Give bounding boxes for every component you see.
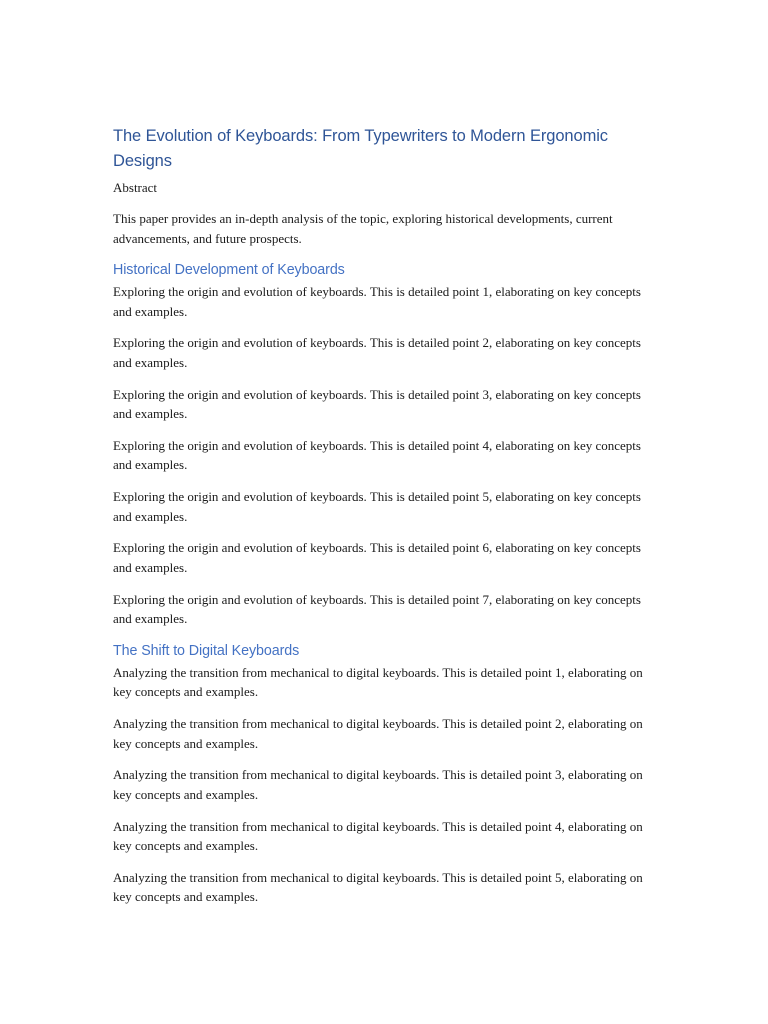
- paragraph: Analyzing the transition from mechanical to digital keyboards. This is detailed point 5, elaborating on key concepts and examples.: [113, 869, 643, 905]
- paragraph: Exploring the origin and evolution of keyboards. This is detailed point 1, elaborating on key concepts and examples.: [113, 284, 641, 319]
- paragraph: Analyzing the transition from mechanical to digital keyboards. This is detailed point 3, elaborating on key concepts and examples.: [113, 767, 643, 802]
- paragraph: Exploring the origin and evolution of keyboards. This is detailed point 3, elaborating on key concepts and examples.: [113, 386, 641, 422]
- document-page: [113, 124, 658, 907]
- section-body: [113, 663, 658, 907]
- paragraph: Analyzing the transition from mechanical to digital keyboards. This is detailed point 4, elaborating on key concepts and examples.: [113, 818, 643, 854]
- section-heading: The Shift to Digital Keyboards: [113, 642, 300, 659]
- section-historical-development: [113, 260, 658, 629]
- paragraph: Exploring the origin and evolution of keyboards. This is detailed point 5, elaborating on key concepts and examples.: [113, 489, 641, 524]
- paragraph: Analyzing the transition from mechanical to digital keyboards. This is detailed point 1, elaborating on key concepts and examples.: [113, 664, 643, 700]
- paragraph: Exploring the origin and evolution of keyboards. This is detailed point 7, elaborating on key concepts and examples.: [113, 591, 641, 627]
- paragraph: Exploring the origin and evolution of keyboards. This is detailed point 6, elaborating on key concepts and examples.: [113, 540, 641, 575]
- paragraph: Exploring the origin and evolution of keyboards. This is detailed point 4, elaborating on key concepts and examples.: [113, 437, 641, 473]
- abstract-label: Abstract: [113, 180, 158, 195]
- section-body: [113, 282, 658, 629]
- paragraph: Analyzing the transition from mechanical to digital keyboards. This is detailed point 2, elaborating on key concepts and examples.: [113, 716, 643, 751]
- section-heading: Historical Development of Keyboards: [113, 262, 345, 278]
- document-title: The Evolution of Keyboards: From Typewriters to Modern Ergonomic Designs: [113, 127, 608, 170]
- abstract-text: This paper provides an in-depth analysis of the topic, exploring historical developments, current advancements, and future prospects.: [113, 211, 613, 246]
- paragraph: Exploring the origin and evolution of keyboards. This is detailed point 2, elaborating on key concepts and examples.: [113, 335, 641, 370]
- section-shift-to-digital: [113, 641, 658, 907]
